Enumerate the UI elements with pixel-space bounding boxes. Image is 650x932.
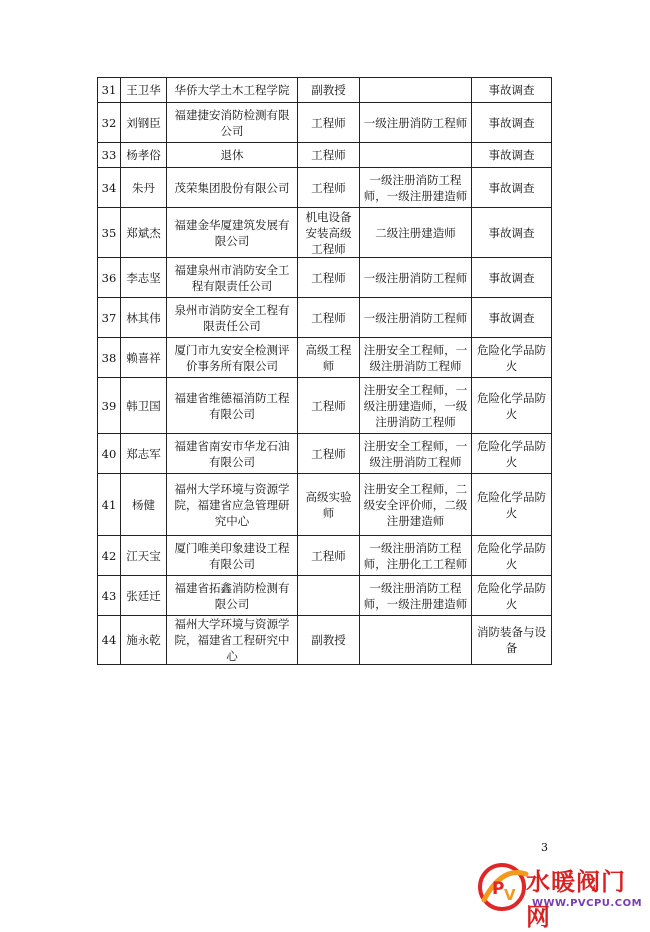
table-row <box>98 338 552 378</box>
watermark-url: WWW.PVCPU.COM <box>532 898 643 909</box>
cell-cert: 注册安全工程师，一级注册消防工程师 <box>360 338 472 378</box>
table-row <box>98 208 552 258</box>
cell-no: 43 <box>98 576 121 616</box>
roster-table-body <box>98 78 552 665</box>
cell-title: 副教授 <box>298 616 360 665</box>
cell-name: 韩卫国 <box>121 378 167 434</box>
pv-logo-icon <box>476 860 532 914</box>
cell-title: 工程师 <box>298 298 360 338</box>
table-row <box>98 258 552 298</box>
cell-org: 退休 <box>167 143 298 168</box>
cell-cert: 一级注册消防工程师，注册化工工程师 <box>360 536 472 576</box>
cell-no: 40 <box>98 434 121 474</box>
cell-name: 朱丹 <box>121 168 167 208</box>
cell-field: 事故调查 <box>472 78 552 103</box>
cell-cert: 二级注册建造师 <box>360 208 472 258</box>
svg-text:V: V <box>504 886 516 904</box>
cell-title: 工程师 <box>298 434 360 474</box>
cell-org: 福州大学环境与资源学院，福建省工程研究中心 <box>167 616 298 665</box>
svg-text:P: P <box>492 879 505 899</box>
cell-field: 危险化学品防火 <box>472 474 552 536</box>
cell-field: 危险化学品防火 <box>472 378 552 434</box>
cell-org: 泉州市消防安全工程有限责任公司 <box>167 298 298 338</box>
cell-name: 刘钢臣 <box>121 103 167 143</box>
cell-org: 厦门唯美印象建设工程有限公司 <box>167 536 298 576</box>
cell-name: 郑斌杰 <box>121 208 167 258</box>
cell-title: 工程师 <box>298 168 360 208</box>
cell-field: 事故调查 <box>472 168 552 208</box>
cell-name: 王卫华 <box>121 78 167 103</box>
table-row <box>98 616 552 665</box>
cell-cert <box>360 616 472 665</box>
cell-field: 事故调查 <box>472 103 552 143</box>
cell-cert <box>360 78 472 103</box>
cell-no: 44 <box>98 616 121 665</box>
cell-name: 施永乾 <box>121 616 167 665</box>
cell-cert: 注册安全工程师，一级注册消防工程师 <box>360 434 472 474</box>
cell-org: 福建泉州市消防安全工程有限责任公司 <box>167 258 298 298</box>
cell-field: 事故调查 <box>472 258 552 298</box>
cell-name: 郑志军 <box>121 434 167 474</box>
cell-no: 35 <box>98 208 121 258</box>
table-row <box>98 434 552 474</box>
cell-no: 34 <box>98 168 121 208</box>
cell-field: 消防装备与设备 <box>472 616 552 665</box>
table-row <box>98 143 552 168</box>
cell-name: 杨健 <box>121 474 167 536</box>
cell-no: 32 <box>98 103 121 143</box>
cell-org: 福建省维德福消防工程有限公司 <box>167 378 298 434</box>
table-row <box>98 78 552 103</box>
cell-title: 副教授 <box>298 78 360 103</box>
cell-org: 厦门市九安安全检测评价事务所有限公司 <box>167 338 298 378</box>
table-row <box>98 378 552 434</box>
cell-title: 高级工程师 <box>298 338 360 378</box>
table-row <box>98 168 552 208</box>
cell-title: 机电设备安装高级工程师 <box>298 208 360 258</box>
table-row <box>98 103 552 143</box>
cell-cert: 注册安全工程师，二级安全评价师，二级注册建造师 <box>360 474 472 536</box>
table-row <box>98 474 552 536</box>
cell-field: 危险化学品防火 <box>472 576 552 616</box>
cell-title: 工程师 <box>298 536 360 576</box>
cell-no: 41 <box>98 474 121 536</box>
cell-title: 工程师 <box>298 143 360 168</box>
expert-roster-table <box>97 77 552 665</box>
cell-org: 福建省南安市华龙石油有限公司 <box>167 434 298 474</box>
table-row <box>98 536 552 576</box>
table-row <box>98 576 552 616</box>
cell-cert: 一级注册消防工程师 <box>360 298 472 338</box>
cell-title: 工程师 <box>298 378 360 434</box>
cell-field: 危险化学品防火 <box>472 338 552 378</box>
cell-name: 张廷迁 <box>121 576 167 616</box>
cell-org: 福建金华厦建筑发展有限公司 <box>167 208 298 258</box>
table-row <box>98 298 552 338</box>
cell-field: 危险化学品防火 <box>472 536 552 576</box>
cell-field: 事故调查 <box>472 298 552 338</box>
cell-no: 38 <box>98 338 121 378</box>
watermark-title: 水暖阀门网 <box>526 868 626 931</box>
cell-name: 杨孝俗 <box>121 143 167 168</box>
cell-org: 福州大学环境与资源学院，福建省应急管理研究中心 <box>167 474 298 536</box>
cell-no: 39 <box>98 378 121 434</box>
cell-cert <box>360 143 472 168</box>
cell-no: 33 <box>98 143 121 168</box>
page-number: 3 <box>541 841 548 854</box>
cell-org: 华侨大学土木工程学院 <box>167 78 298 103</box>
cell-name: 江天宝 <box>121 536 167 576</box>
cell-no: 37 <box>98 298 121 338</box>
cell-title: 高级实验师 <box>298 474 360 536</box>
cell-title: 工程师 <box>298 103 360 143</box>
site-watermark <box>476 860 646 931</box>
cell-cert: 一级注册消防工程师，一级注册建造师 <box>360 168 472 208</box>
cell-name: 赖喜祥 <box>121 338 167 378</box>
cell-name: 李志坚 <box>121 258 167 298</box>
cell-org: 福建捷安消防检测有限公司 <box>167 103 298 143</box>
cell-no: 31 <box>98 78 121 103</box>
cell-field: 事故调查 <box>472 143 552 168</box>
cell-org: 福建省拓鑫消防检测有限公司 <box>167 576 298 616</box>
cell-no: 36 <box>98 258 121 298</box>
cell-no: 42 <box>98 536 121 576</box>
cell-cert: 注册安全工程师，一级注册建造师，一级注册消防工程师 <box>360 378 472 434</box>
cell-org: 茂荣集团股份有限公司 <box>167 168 298 208</box>
cell-cert: 一级注册消防工程师，一级注册建造师 <box>360 576 472 616</box>
cell-cert: 一级注册消防工程师 <box>360 103 472 143</box>
cell-field: 事故调查 <box>472 208 552 258</box>
cell-name: 林其伟 <box>121 298 167 338</box>
cell-title: 工程师 <box>298 258 360 298</box>
cell-field: 危险化学品防火 <box>472 434 552 474</box>
cell-title <box>298 576 360 616</box>
cell-cert: 一级注册消防工程师 <box>360 258 472 298</box>
